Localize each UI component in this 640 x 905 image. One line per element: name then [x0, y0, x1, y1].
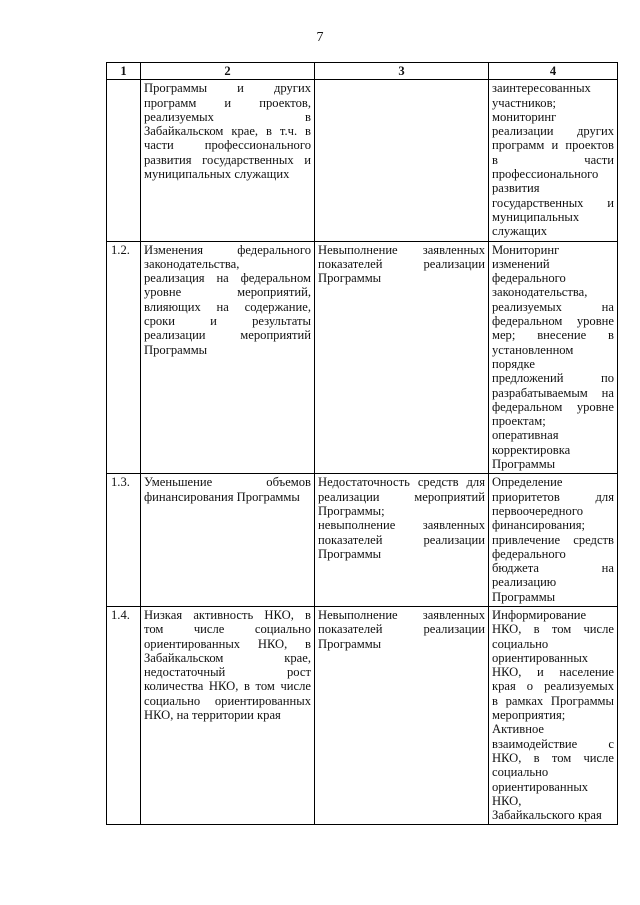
cell-line: мониторинг	[492, 109, 557, 124]
table-row	[107, 80, 618, 241]
table-body	[107, 80, 618, 825]
page-number: 7	[316, 30, 324, 45]
cell-line: государственных и	[492, 195, 614, 210]
cell-col3	[315, 606, 489, 824]
cell-col4	[489, 474, 618, 607]
cell-col4	[489, 606, 618, 824]
cell-line: Невыполнение заявленных	[318, 607, 485, 622]
row-number: 1.4.	[107, 606, 141, 824]
cell-line: невыполнение заявленных	[318, 518, 485, 533]
cell-line: законодательства,	[144, 256, 240, 271]
cell-line: Программы	[492, 457, 556, 472]
table-row	[107, 606, 618, 824]
cell-line: программ и проектов,	[144, 95, 311, 110]
cell-line: реализуемых в	[144, 109, 311, 124]
cell-line: разрабатываемым на	[492, 385, 614, 400]
cell-line: финансирования;	[492, 518, 586, 533]
cell-line: Забайкальского края	[492, 808, 602, 823]
cell-col2	[141, 241, 315, 474]
header-col-2: 2	[141, 63, 315, 80]
cell-line: служащих	[492, 224, 548, 239]
header-row	[107, 63, 618, 80]
cell-col3	[315, 241, 489, 474]
risk-table	[106, 62, 618, 825]
cell-line: части профессионального	[144, 138, 311, 153]
cell-line: федеральном уровне	[492, 399, 614, 414]
cell-line: развития государственных и	[144, 152, 311, 167]
cell-line: реализации мероприятий	[318, 489, 485, 504]
cell-line: установленном	[492, 342, 574, 357]
cell-line: показателей реализации	[318, 532, 485, 547]
cell-line: реализации мероприятий	[144, 328, 311, 343]
cell-line: показателей реализации	[318, 256, 485, 271]
cell-line: Уменьшение объемов	[144, 475, 311, 490]
cell-line: влияющих на содержание,	[144, 299, 311, 314]
cell-line: Изменения федерального	[144, 242, 311, 257]
cell-line: изменений	[492, 256, 550, 271]
cell-line: в рамках Программы	[492, 693, 614, 708]
cell-line: программ и проектов	[492, 138, 614, 153]
cell-line: федерального	[492, 271, 566, 286]
table-row	[107, 241, 618, 474]
cell-line: мер; внесение в	[492, 328, 614, 343]
table-row	[107, 474, 618, 607]
cell-line: уровне мероприятий,	[144, 285, 311, 300]
cell-line: финансирования Программы	[144, 489, 300, 504]
cell-line: Программы	[144, 342, 208, 357]
cell-line: НКО, в том числе	[492, 750, 614, 765]
cell-line: федерального	[492, 546, 566, 561]
cell-line: взаимодействие с	[492, 736, 614, 751]
cell-line: приоритетов для	[492, 489, 614, 504]
cell-line: реализацию	[492, 575, 557, 590]
cell-line: НКО, и население	[492, 665, 614, 680]
row-number	[107, 80, 141, 241]
cell-line: корректировка	[492, 442, 571, 457]
cell-line: Определение	[492, 475, 563, 490]
cell-line: порядке	[492, 356, 535, 371]
cell-line: края о реализуемых	[492, 679, 614, 694]
cell-line: Забайкальском крае,	[144, 650, 311, 665]
cell-line: Программы;	[318, 503, 385, 518]
cell-line: в части	[492, 152, 614, 167]
header-col-1: 1	[107, 63, 141, 80]
cell-line: федеральном уровне	[492, 314, 614, 329]
cell-line: Программы	[492, 589, 556, 604]
cell-line: муниципальных служащих	[144, 167, 290, 182]
cell-line: социально	[492, 636, 549, 651]
cell-line: Программы	[318, 546, 382, 561]
cell-line: привлечение средств	[492, 532, 614, 547]
cell-line: том числе социально	[144, 622, 311, 637]
cell-line: ориентированных	[492, 650, 589, 665]
cell-line: реализации других	[492, 124, 614, 139]
cell-line: Забайкальском крае, в т.ч. в	[144, 124, 311, 139]
cell-line: реализация на федеральном	[144, 271, 311, 286]
cell-line: недостаточный рост	[144, 665, 311, 680]
cell-col3	[315, 80, 489, 241]
cell-line: Программы	[318, 636, 382, 651]
cell-col2	[141, 606, 315, 824]
row-number: 1.2.	[107, 241, 141, 474]
cell-line: НКО,	[492, 793, 522, 808]
cell-line: участников;	[492, 95, 557, 110]
cell-line: сроки и результаты	[144, 314, 311, 329]
cell-line: НКО, в том числе	[492, 622, 614, 637]
header-col-4: 4	[489, 63, 618, 80]
cell-line: ориентированных	[492, 779, 589, 794]
cell-line: Информирование	[492, 607, 587, 622]
cell-line: оперативная	[492, 428, 559, 443]
cell-line: проектам;	[492, 414, 546, 429]
cell-col2	[141, 474, 315, 607]
cell-line: социально ориентированных	[144, 693, 311, 708]
cell-line: ориентированных НКО, в	[144, 636, 311, 651]
cell-col4	[489, 241, 618, 474]
cell-line: законодательства,	[492, 285, 588, 300]
cell-line: муниципальных	[492, 209, 580, 224]
cell-line: социально	[492, 765, 549, 780]
cell-line: развития	[492, 181, 540, 196]
cell-col3	[315, 474, 489, 607]
cell-line: Программы	[318, 271, 382, 286]
cell-col4	[489, 80, 618, 241]
cell-line: показателей реализации	[318, 622, 485, 637]
cell-line: мероприятия;	[492, 708, 566, 723]
cell-line: Недостаточность средств для	[318, 475, 485, 490]
cell-line: НКО, на территории края	[144, 708, 281, 723]
cell-line: бюджета на	[492, 561, 614, 576]
cell-line: количества НКО, в том числе	[144, 679, 311, 694]
row-number: 1.3.	[107, 474, 141, 607]
cell-line: предложений по	[492, 371, 614, 386]
cell-line: заинтересованных	[492, 81, 591, 96]
cell-col2	[141, 80, 315, 241]
cell-line: Низкая активность НКО, в	[144, 607, 311, 622]
cell-line: Программы и других	[144, 81, 311, 96]
cell-line: Мониторинг	[492, 242, 560, 257]
header-col-3: 3	[315, 63, 489, 80]
cell-line: первоочередного	[492, 503, 583, 518]
cell-line: реализуемых на	[492, 299, 614, 314]
cell-line: Активное	[492, 722, 545, 737]
cell-line: профессионального	[492, 167, 599, 182]
cell-line: Невыполнение заявленных	[318, 242, 485, 257]
